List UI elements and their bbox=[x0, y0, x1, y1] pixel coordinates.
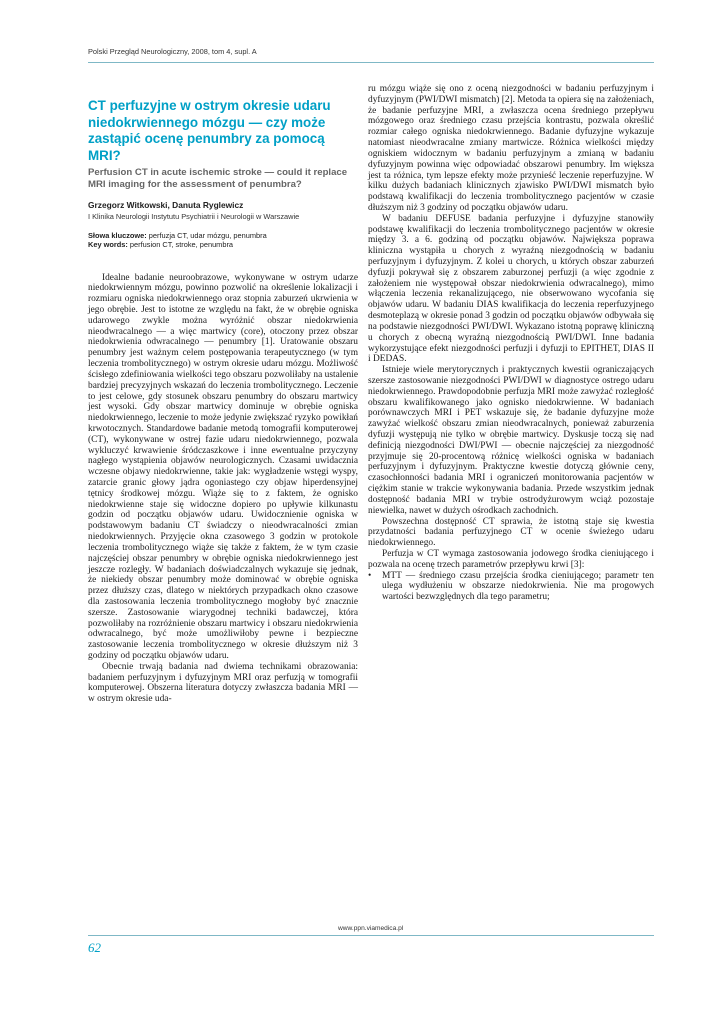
right-column bbox=[368, 84, 654, 603]
paragraph: Idealne badanie neuroobrazowe, wykonywane w ostrym udarze niedokrwiennym mózgu, powinno pozwolić na określenie lokalizacji i rozmiaru ogniska niedokrwiennego oraz stopnia zaburzeń ukrwienia w jego obrębie. Jest to istotne ze względu na fakt, że w obrębie ogniska udarowego zwykle można wyróżnić obszar niedokrwienia nieodwracalnego — a więc martwicy (core), otoczony przez obszar niedokrwienia odwracalnego — penumbry [1]. Uratowanie obszaru penumbry jest ważnym celem postępowania terapeutycznego (w tym leczenia trombolitycznego) w ostrym okresie udaru mózgu. Możliwość ścisłego zdefiniowania wielkości tego obszaru pozwoliłaby na ustalenie bardziej precyzyjnych wskazań do leczenia trombolitycznego. Leczenie to jest celowe, gdy stosunek obszaru penumbry do obszaru martwicy jest wysoki. Gdy obszar martwicy dominuje w obrębie ogniska niedokrwiennego, leczenie to może jedynie zwiększać ryzyko powikłań krwotocznych. Standardowe badanie metodą tomografii komputerowej (CT), wykonywane w ostrej fazie udaru niedokrwiennego, pozwala wykluczyć krwawienie śródczaszkowe i inne ewentualne przyczyny nagłego wystąpienia objawów neurologicznych. Czasami uwidacznia wczesne objawy niedokrwienne, takie jak: wygładzenie wstęgi wyspy, zatarcie granic głowy jądra ogoniastego czy objaw hiperdensyjnej tętnicy środkowej mózgu. Wiąże się to z faktem, że ognisko niedokrwienne staje się widoczne dopiero po upływie kilkunastu godzin od początku objawów udaru. Uwidocznienie ogniska w podstawowym badaniu CT świadczy o nieodwracalności zmian niedokrwiennych. Przyjęcie okna czasowego 3 godzin w protokole leczenia trombolitycznego wiąże się także z faktem, że w tym czasie najczęściej obszar penumbry w obrębie ogniska niedokrwiennego jest jeszcze rozległy. W badaniach doświadczalnych wykazuje się jednak, że niekiedy obszar penumbry może dominować w obrębie ogniska przez dłuższy czas, dlatego w niektórych przypadkach okno czasowe dla zastosowania leczenia trombolitycznego mogłoby być znacznie szersze. Zastosowanie wiarygodnej techniki badawczej, która pozwoliłaby na rozróżnienie obszaru martwicy i obszaru niedokrwienia odwracalnego, być może umożliwiłoby pewne i bezpieczne zastosowanie leczenia trombolitycznego w okresie dłuższym niż 3 godziny od początku objawów udaru. bbox=[88, 272, 358, 661]
paragraph: Powszechna dostępność CT sprawia, że istotną staje się kwestia przydatności badania perfuzyjnego CT w ocenie świeżego udaru niedokrwiennego. bbox=[368, 516, 654, 549]
keywords-en-label: Key words: bbox=[88, 240, 128, 250]
footer-divider bbox=[88, 935, 654, 936]
paragraph: Istnieje wiele merytorycznych i praktycznych kwestii ograniczających szersze zastosowanie niezgodności PWI/DWI w diagnostyce ostrego udaru niedokrwiennego. Prawdopodobnie perfuzja MRI może zawyżać rozległość obszaru kwalifikowanego jako ognisko niedokrwienne. W badaniach porównawczych MRI i PET wskazuje się, że badanie dyfuzyjne może zawyżać wielkość obszaru zmian nieodwracalnych, ponieważ zaburzenia dyfuzji występują nie tylko w obrębie martwicy. Dyskusje toczą się nad definicją niezgodności DWI/PWI — obecnie najczęściej za niezgodność przyjmuje się 20-procentową różnicę wielkości ogniska w badaniach perfuzyjnym i dyfuzyjnym. Praktyczne kwestie dotyczą głównie ceny, czasochłonności badania MRI i ograniczeń monitorowania pacjentów w ciężkim stanie w trakcie wykonywania badania. Przede wszystkim jednak dostępność badania MRI w trybie ostrodyżurowym wciąż pozostaje niewielka, nawet w dużych ośrodkach zachodnich. bbox=[368, 365, 654, 516]
paragraph: Obecnie trwają badania nad dwiema technikami obrazowania: badaniem perfuzyjnym i dyfuzyjnym MRI oraz perfuzją w tomografii komputerowej. Obszerna literatura dotyczy zwłaszcza badania MRI — w ostrym okresie uda- bbox=[88, 661, 358, 705]
paragraph: Perfuzja w CT wymaga zastosowania jodowego środka cieniującego i pozwala na ocenę trzech parametrów przepływu krwi [3]: bbox=[368, 548, 654, 570]
header-divider bbox=[88, 62, 654, 63]
keywords-en-values: perfusion CT, stroke, penumbra bbox=[129, 240, 234, 250]
parameter-list bbox=[368, 571, 654, 603]
keywords-pl bbox=[88, 231, 358, 241]
keywords-pl-label: Słowa kluczowe: bbox=[88, 230, 147, 240]
affiliation: I Klinika Neurologii Instytutu Psychiatrii i Neurologii w Warszawie bbox=[88, 211, 300, 221]
paragraph: W badaniu DEFUSE badania perfuzyjne i dyfuzyjne stanowiły podstawę kwalifikacji do leczenia trombolitycznego pacjentów w okresie między 3. a 6. godziną od początku objawów. Największa poprawa kliniczna wystąpiła u chorych z wyraźną niezgodnością w badaniu perfuzyjnym i dyfuzyjnym. Z kolei u chorych, u których obszar zaburzeń dyfuzji pokrywał się z obszarem zaburzonej perfuzji (a więc zgodnie z założeniem nie występował obszar niedokrwienia odwracalnego), mimo włączenia leczenia rekanalizującego, nie obserwowano wycofania się objawów udaru. W badaniu DIAS kwalifikacja do leczenia reperfuzyjnego desmoteplazą w okresie ponad 3 godzin od początku objawów odbywała się na podstawie niezgodności PWI/DWI. Wykazano istotną poprawę kliniczną u chorych z obecną wyraźną niezgodnością PWI/DWI. Inne badania wykorzystujące efekt niezgodności perfuzji i dyfuzji to EPITHET, DIAS II i DEDAS. bbox=[368, 213, 654, 365]
page-number: 62 bbox=[88, 940, 101, 955]
journal-header: Polski Przegląd Neurologiczny, 2008, tom 4, supl. A bbox=[88, 47, 257, 56]
keywords-pl-values: perfuzja CT, udar mózgu, penumbra bbox=[148, 230, 267, 240]
bullet-marker: • bbox=[368, 570, 372, 581]
keywords-block bbox=[88, 231, 358, 250]
article-title: CT perfuzyjne w ostrym okresie udaru niedokrwiennego mózgu — czy może zastąpić ocenę penumbry za pomocą MRI? bbox=[88, 98, 331, 163]
authors: Grzegorz Witkowski, Danuta Ryglewicz bbox=[88, 199, 244, 210]
article-title-english: Perfusion CT in acute ischemic stroke — could it replace MRI imaging for the assessment of penumbra? bbox=[88, 167, 348, 190]
list-item-text: MTT — średniego czasu przejścia środka cieniującego; parametr ten ulega wydłużeniu w obszarze niedokrwienia. Nie ma progowych wartości bezwzględnych dla tego parametru; bbox=[382, 570, 654, 603]
left-column bbox=[88, 84, 358, 705]
paragraph: ru mózgu wiąże się ono z oceną niezgodności w badaniu perfuzyjnym i dyfuzyjnym (PWI/DWI mismatch) [2]. Metoda ta opiera się na założeniach, że badanie perfuzyjne MRI, a zwłaszcza ocena średniego przepływu mózgowego oraz średniego czasu przejścia kontrastu, pozwala określić rozmiar całego ogniska niedokrwiennego. Badanie dyfuzyjne wykazuje natomiast nieodwracalne zmiany martwicze. Różnica wielkości między ogniskiem widocznym w badaniu perfuzyjnym a zmianą w badaniu dyfuzyjnym powinna więc odpowiadać obszarowi penumbry. Im większa jest ta różnica, tym lepsze efekty może przynieść leczenie reperfuzyjne. W kilku dużych badaniach klinicznych zjawisko PWI/DWI mismatch było podstawą kwalifikacji do leczenia trombolitycznego pacjentów w czasie dłuższym niż 3 godziny od początku objawów udaru. bbox=[368, 84, 654, 213]
list-item bbox=[368, 571, 654, 603]
keywords-en bbox=[88, 240, 358, 250]
footer-url: www.ppn.viamedica.pl bbox=[338, 925, 404, 932]
